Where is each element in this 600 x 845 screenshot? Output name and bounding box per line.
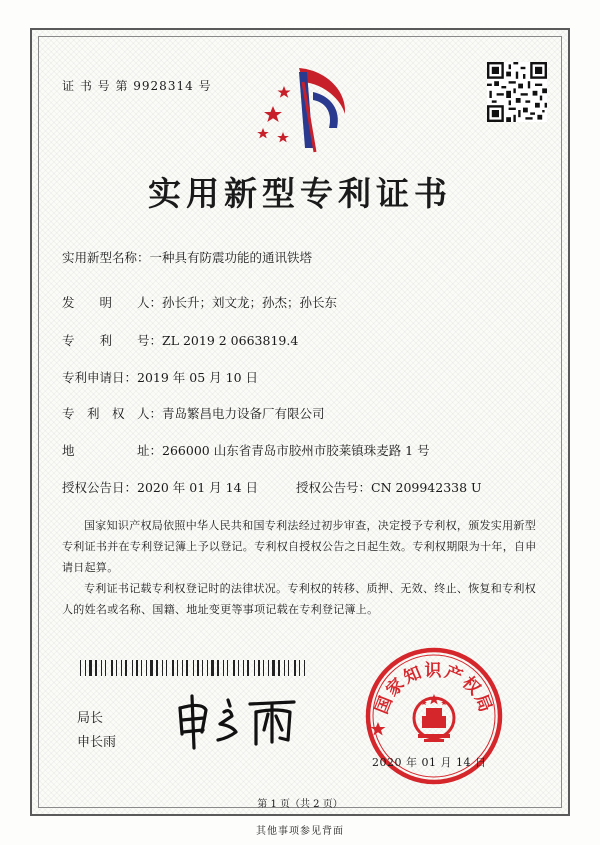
field-application-date (62, 368, 258, 386)
field-value: 266000 山东省青岛市胶州市胶莱镇珠麦路 1 号 (162, 443, 430, 458)
field-grant-date (62, 478, 482, 496)
field-label: 发 明 人： (62, 295, 163, 310)
field-value: 青岛繁昌电力设备厂有限公司 (162, 406, 325, 421)
field-value: 2020 年 01 月 14 日 (137, 480, 259, 495)
cnipa-emblem-icon (255, 62, 355, 154)
field-label: 授权公告日： (62, 480, 138, 495)
certificate-title: 实用新型专利证书 (148, 174, 452, 213)
footer-note: 其他事项参见背面 (256, 826, 344, 837)
field-label: 地 址： (62, 443, 163, 458)
director-name: 申长雨 (77, 735, 117, 750)
certificate-number-value: 9928314 (133, 79, 194, 93)
field-utility-model-name (62, 248, 312, 266)
field-value: 2019 年 05 月 10 日 (137, 370, 259, 385)
field-label: 专利申请日： (62, 370, 138, 385)
field-patentee (62, 404, 325, 422)
qr-code-icon (487, 62, 547, 122)
field-label: 授权公告号： (296, 480, 372, 495)
svg-text:国家知识产权局: 国家知识产权局 (371, 661, 497, 717)
certificate-number-suffix: 号 (198, 79, 212, 93)
barcode-icon (80, 660, 310, 676)
certificate-number-label: 证 书 号 第 (62, 79, 129, 93)
seal-date: 2020 年 01 月 14 日 (372, 756, 487, 769)
field-value: ZL 2019 2 0663819.4 (162, 333, 299, 348)
body-paragraph: 国家知识产权局依照中华人民共和国专利法经过初步审查，决定授予专利权，颁发实用新型专利证书并在专利登记簿上予以登记。专利权自授权公告之日起生效。专利权期限为十年，自申请日起算。 (62, 519, 537, 574)
page-number: 第 1 页（共 2 页） (257, 799, 343, 810)
certificate-number (62, 77, 212, 94)
field-value: 孙长升；刘文龙；孙杰；孙长东 (162, 295, 338, 310)
director-title: 局长 (77, 711, 104, 726)
field-label: 专 利 号： (62, 333, 163, 348)
field-inventors (62, 293, 337, 311)
field-patent-number (62, 331, 298, 349)
field-label: 实用新型名称： (62, 250, 150, 265)
field-value: CN 209942338 U (371, 480, 482, 495)
field-label: 专 利 权 人： (62, 406, 163, 421)
director-signature-icon (172, 690, 302, 750)
body-paragraph: 专利证书记载专利权登记时的法律状况。专利权的转移、质押、无效、终止、恢复和专利权人的姓名或名称、国籍、地址变更等事项记载在专利登记簿上。 (62, 582, 536, 616)
field-address (62, 441, 430, 459)
field-value: 一种具有防震功能的通讯铁塔 (149, 250, 313, 265)
